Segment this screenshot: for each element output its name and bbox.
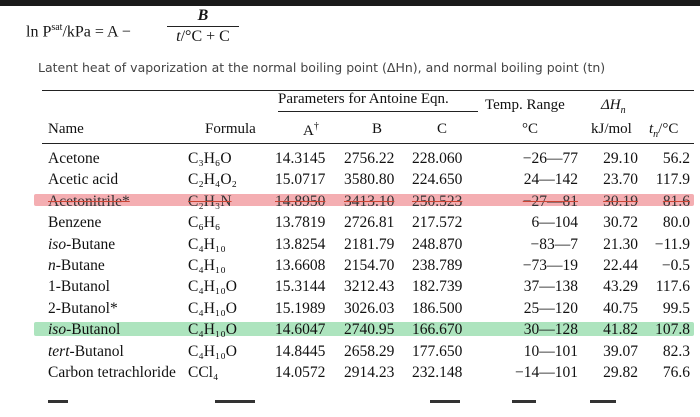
- name-rest: -Butane: [66, 235, 116, 253]
- table-row: [30, 190, 694, 212]
- cell-tn: 99.5: [662, 299, 690, 317]
- cell-c: 224.650: [412, 171, 463, 189]
- cell-b: 2658.29: [344, 342, 395, 360]
- equation-numerator: B: [197, 7, 209, 24]
- cell-name: [48, 256, 105, 275]
- cell-a: 14.3145: [275, 150, 326, 167]
- cell-c: 177.650: [412, 342, 463, 360]
- name-prefix: iso: [48, 235, 67, 253]
- cell-dh: 40.75: [603, 299, 638, 317]
- cell-dh: 41.82: [603, 321, 638, 339]
- equation-denominator: [167, 28, 239, 46]
- cell-formula: C₄H₁₀: [188, 257, 226, 274]
- dh-subscript: n: [620, 105, 626, 116]
- col-formula-header: Formula: [205, 121, 256, 137]
- cell-formula: C₄H₁₀O: [188, 321, 237, 339]
- table-row: [30, 254, 694, 276]
- cell-range: −27—81: [522, 192, 578, 210]
- cell-range: 10—101: [523, 342, 578, 360]
- cell-c: 250.523: [412, 192, 463, 210]
- col-dh-unit: kJ/mol: [591, 121, 632, 137]
- col-a-header: [303, 121, 319, 140]
- clipped-next-row: [0, 398, 700, 404]
- table-row: [30, 168, 694, 190]
- cell-c: 166.670: [412, 321, 463, 339]
- cell-b: 3212.43: [344, 278, 395, 296]
- cell-dh: 30.19: [603, 192, 638, 210]
- tn-unit: /°C: [658, 121, 679, 137]
- cell-b: 2740.95: [344, 321, 395, 339]
- cell-formula: C₄H₁₀: [188, 235, 226, 253]
- cell-a: 13.8254: [275, 235, 326, 253]
- cell-c: 228.060: [412, 150, 463, 167]
- cell-a: 14.6047: [275, 321, 326, 339]
- cell-name: Acetic acid: [48, 171, 119, 189]
- col-tn-header: [649, 121, 678, 140]
- cell-formula: C₄H₁₀O: [188, 299, 237, 317]
- cell-dh: 30.72: [603, 214, 638, 232]
- cell-a: 14.8950: [275, 192, 326, 210]
- table-row: [30, 318, 694, 340]
- equation-lhs-rest: /kPa = A −: [62, 23, 131, 41]
- cell-b: 2154.70: [344, 257, 395, 274]
- cell-a: 15.3144: [275, 278, 326, 296]
- col-b-header: B: [372, 121, 383, 137]
- equation-superscript: sat: [51, 22, 63, 33]
- cell-tn: 80.0: [662, 214, 690, 232]
- equation-den-t: t: [176, 28, 181, 45]
- table-row: [30, 361, 694, 383]
- cell-c: 217.572: [412, 214, 463, 232]
- cell-b: 2726.81: [344, 214, 395, 232]
- cell-range: 30—128: [523, 321, 578, 339]
- antoine-table: [30, 87, 694, 417]
- cell-b: 2756.22: [344, 150, 395, 167]
- cell-formula: C₂H₄O₂: [188, 171, 237, 189]
- cell-a: 13.7819: [275, 214, 326, 232]
- name-prefix: tert: [48, 342, 70, 360]
- tn-symbol: t: [649, 121, 654, 137]
- table-row: [30, 275, 694, 297]
- cell-tn: 76.6: [662, 364, 690, 381]
- equation-den-rest: /°C + C: [180, 28, 230, 45]
- cell-tn: 117.6: [655, 278, 690, 296]
- cell-name: Carbon tetrachloride: [48, 364, 176, 381]
- table-row: [30, 297, 694, 319]
- tn-subscript: n: [653, 129, 659, 140]
- fraction-bar: [167, 26, 239, 27]
- cell-tn: 117.9: [655, 171, 690, 189]
- cell-a: 13.6608: [275, 257, 326, 274]
- cell-dh: 29.82: [603, 364, 638, 381]
- cell-b: 2914.23: [344, 364, 395, 381]
- cell-range: 24—142: [523, 171, 578, 189]
- cell-range: 25—120: [523, 299, 578, 317]
- equation-lhs: [26, 22, 131, 41]
- cell-b: 3413.10: [344, 192, 395, 210]
- cell-c: 232.148: [412, 364, 463, 381]
- cell-formula: C₄H₁₀O: [188, 278, 237, 296]
- cell-b: 2181.79: [344, 235, 395, 253]
- cell-tn: 107.8: [655, 321, 690, 339]
- cell-dh: 29.10: [603, 150, 638, 167]
- cell-range: −73—19: [522, 257, 578, 274]
- col-name-header: Name: [48, 121, 84, 137]
- temp-range-header: Temp. Range: [485, 97, 565, 113]
- name-prefix: n: [48, 257, 56, 274]
- col-a-label: A: [303, 123, 314, 139]
- cell-dh: 21.30: [603, 235, 638, 253]
- cell-c: 238.789: [412, 257, 463, 274]
- equation-ln-p: ln P: [26, 23, 52, 41]
- cell-formula: C₂H₃N: [188, 192, 232, 210]
- top-edge: [0, 0, 700, 6]
- cell-name: [48, 342, 124, 361]
- col-c-header: C: [437, 121, 448, 137]
- table-row: [30, 211, 694, 233]
- name-prefix: iso: [48, 321, 67, 339]
- table-row: [30, 340, 694, 362]
- cell-a: 15.1989: [275, 299, 326, 317]
- cell-b: 3580.80: [344, 171, 395, 189]
- cell-name: Acetonitrile*: [48, 192, 130, 210]
- cell-tn: 82.3: [662, 342, 690, 360]
- cell-dh: 43.29: [603, 278, 638, 296]
- cell-name: Acetone: [48, 150, 100, 167]
- cell-c: 248.870: [412, 235, 463, 253]
- cell-tn: 56.2: [662, 150, 690, 167]
- name-rest: -Butane: [55, 257, 105, 274]
- cell-c: 186.500: [412, 299, 463, 317]
- name-rest: -Butanol: [66, 321, 121, 339]
- table-row: [30, 233, 694, 255]
- name-rest: -Butanol: [69, 342, 124, 360]
- cell-a: 14.8445: [275, 342, 326, 360]
- cell-formula: CCl₄: [188, 364, 219, 381]
- cell-name: 1-Butanol: [48, 278, 110, 296]
- cell-range: −26—77: [522, 150, 578, 167]
- cell-c: 182.739: [412, 278, 463, 296]
- cell-range: 6—104: [531, 214, 578, 232]
- group-header: Parameters for Antoine Eqn.: [278, 91, 449, 107]
- cell-b: 3026.03: [344, 299, 395, 317]
- col-temp-unit: °C: [522, 121, 539, 137]
- cell-range: 37—138: [523, 278, 578, 296]
- equation-fraction: [167, 8, 239, 46]
- cell-dh: 22.44: [603, 257, 638, 274]
- group-header-rule: [278, 111, 478, 112]
- dh-symbol: ΔH: [601, 97, 621, 113]
- cell-formula: C₆H₆: [188, 214, 221, 232]
- col-a-dagger: †: [313, 121, 319, 132]
- cell-range: −83—7: [530, 235, 578, 253]
- table-row: [30, 147, 694, 169]
- cell-tn: 81.6: [662, 192, 690, 210]
- cell-name: [48, 320, 120, 339]
- cell-tn: −11.9: [654, 235, 690, 253]
- cell-formula: C₃H₆O: [188, 150, 232, 167]
- latent-heat-note: Latent heat of vaporization at the normal boiling point (ΔHn), and normal boiling point (tn): [38, 60, 606, 75]
- cell-name: [48, 235, 115, 254]
- cell-a: 15.0717: [275, 171, 326, 189]
- cell-a: 14.0572: [275, 364, 326, 381]
- cell-name: Benzene: [48, 214, 102, 232]
- header-bottom-rule: [42, 143, 694, 144]
- dh-header: [601, 97, 626, 116]
- cell-name: 2-Butanol*: [48, 299, 118, 317]
- cell-tn: −0.5: [661, 257, 690, 274]
- cell-dh: 23.70: [603, 171, 638, 189]
- cell-dh: 39.07: [603, 342, 638, 360]
- cell-range: −14—101: [515, 364, 578, 381]
- cell-formula: C₄H₁₀O: [188, 342, 237, 360]
